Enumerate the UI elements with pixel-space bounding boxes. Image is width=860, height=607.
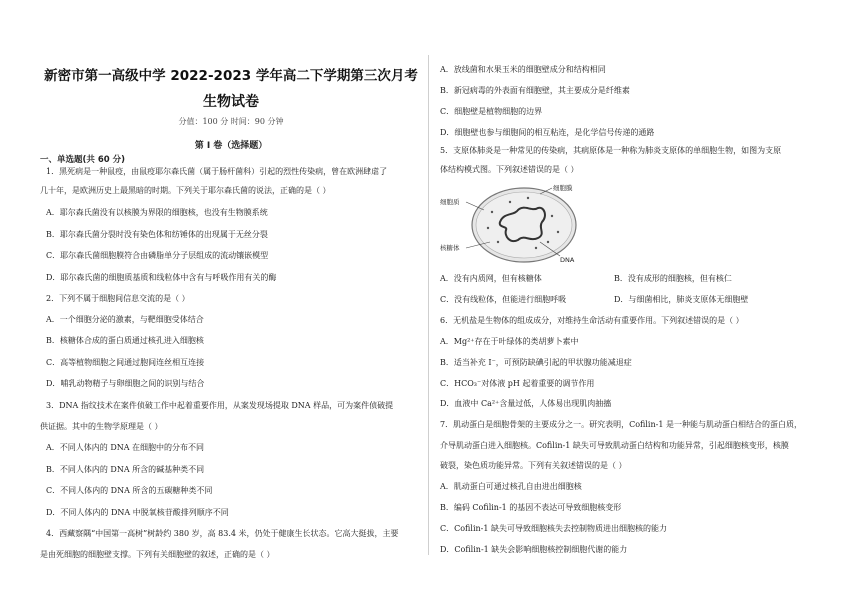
option-b: B．没有成形的细胞核，但有核仁	[614, 274, 732, 283]
option-line: B．不同人体内的 DNA 所含的碱基种类不同	[46, 465, 205, 474]
option-line: A．肌动蛋白可通过核孔自由进出细胞核	[440, 482, 582, 491]
option-line: C．不同人体内的 DNA 所含的五碳糖种类不同	[46, 486, 213, 495]
section-heading: 第 I 卷（选择题）	[194, 141, 268, 151]
label-membrane: 细胞膜	[553, 184, 573, 192]
option-line: D．血液中 Ca²⁺含量过低，人体易出现肌肉抽搐	[440, 399, 612, 408]
question-line: 破裂，染色质功能异常。下列有关叙述错误的是（ ）	[440, 461, 627, 470]
question-line: 3．DNA 指纹技术在案件侦破工作中起着重要作用，从案发现场提取 DNA 样品，可为案件侦破提	[46, 401, 394, 410]
option-line: B．核糖体合成的蛋白质通过核孔进入细胞核	[46, 336, 204, 345]
option-line: A．不同人体内的 DNA 在细胞中的分布不同	[46, 443, 205, 452]
option-line: C．高等植物细胞之间通过胞间连丝相互连接	[46, 358, 205, 367]
option-line: A．耶尔森氏菌没有以核膜为界限的细胞核，也没有生物膜系统	[46, 208, 268, 217]
option-line: B．耶尔森氏菌分裂时没有染色体和纺锤体的出现属于无丝分裂	[46, 230, 268, 239]
option-line: D．细胞壁也参与细胞间的相互粘连，是化学信号传递的通路	[440, 128, 655, 137]
option-line: C．Cofilin-1 缺失可导致细胞核失去控制物质进出细胞核的能力	[440, 524, 667, 533]
option-line: C．细胞壁是植物细胞的边界	[440, 107, 543, 116]
exam-meta: 分值：100 分 时间：90 分钟	[178, 117, 284, 126]
option-line: B．编码 Cofilin-1 的基因不表达可导致细胞核变形	[440, 503, 622, 512]
option-line: A．放线菌和水果玉米的细胞壁成分和结构相同	[440, 65, 606, 74]
question-line: 几十年，是欧洲历史上最黑暗的时期。下列关于耶尔森氏菌的说法，正确的是（ ）	[40, 186, 331, 195]
option-line: B．新冠病毒的外表面有细胞壁，其主要成分是纤维素	[440, 86, 630, 95]
question-line: 供证据。其中的生物学原理是（ ）	[40, 422, 163, 431]
question-line: 5．支原体肺炎是一种常见的传染病，其病原体是一种称为肺炎支原体的单细胞生物，如图为支原	[440, 146, 782, 155]
option-line: D．哺乳动物精子与卵细胞之间的识别与结合	[46, 379, 205, 388]
option-a: A．没有内质网，但有核糖体	[440, 274, 542, 283]
option-line: C．耶尔森氏菌细胞膜符合由磷脂单分子层组成的流动镶嵌模型	[46, 251, 269, 260]
exam-title: 新密市第一高级中学 2022-2023 学年高二下学期第三次月考	[44, 68, 418, 84]
label-cytoplasm: 细胞质	[440, 198, 460, 206]
option-line: A．Mg²⁺存在于叶绿体的类胡萝卜素中	[440, 337, 579, 346]
option-d: D．与细菌相比，肺炎支原体无细胞壁	[614, 295, 749, 304]
question-line: 2．下列不属于细胞间信息交流的是（ ）	[46, 294, 190, 303]
option-c: C．没有线粒体，但能进行细胞呼吸	[440, 295, 567, 304]
option-line: D．Cofilin-1 缺失会影响细胞核控制细胞代谢的能力	[440, 545, 628, 554]
question-line: 1．黑死病是一种鼠疫，由鼠疫耶尔森氏菌（属于肠杆菌科）引起的烈性传染病，曾在欧洲肆虐了	[46, 167, 388, 176]
option-line: D．不同人体内的 DNA 中脱氧核苷酸排列顺序不同	[46, 508, 229, 517]
option-line: A．一个细胞分泌的激素，与靶细胞受体结合	[46, 315, 204, 324]
option-line: B．适当补充 I⁻，可预防缺碘引起的甲状腺功能减退症	[440, 358, 632, 367]
column-divider	[428, 55, 429, 555]
question-line: 6．无机盐是生物体的组成成分，对维持生命活动有重要作用。下列叙述错误的是（ ）	[440, 316, 744, 325]
question-line: 是由死细胞的细胞壁支撑。下列有关细胞壁的叙述，正确的是（ ）	[40, 550, 275, 559]
exam-subject: 生物试卷	[203, 94, 259, 110]
label-dna: DNA	[560, 256, 575, 264]
mycoplasma-diagram	[440, 182, 600, 268]
option-line: C．HCO₃⁻对体液 pH 起着重要的调节作用	[440, 379, 595, 388]
subsection-heading: 一、单选题(共 60 分)	[40, 155, 126, 165]
option-line: D．耶尔森氏菌的细胞质基质和线粒体中含有与呼吸作用有关的酶	[46, 273, 277, 282]
label-ribosome: 核糖体	[440, 244, 460, 252]
question-line: 4．西藏察隅“中国第一高树”树龄约 380 岁，高 83.4 米，仍处于健康生长状态。它高大挺拔，主要	[46, 529, 399, 538]
question-line: 介导肌动蛋白进入细胞核。Cofilin-1 缺失可导致肌动蛋白结构和功能异常，引起细胞核变形，核膜	[440, 441, 789, 450]
question-line: 7．肌动蛋白是细胞骨架的主要成分之一。研究表明，Cofilin-1 是一种能与肌动蛋白相结合的蛋白质，	[440, 420, 802, 429]
question-line: 体结构模式图。下列叙述错误的是（ ）	[440, 165, 579, 174]
